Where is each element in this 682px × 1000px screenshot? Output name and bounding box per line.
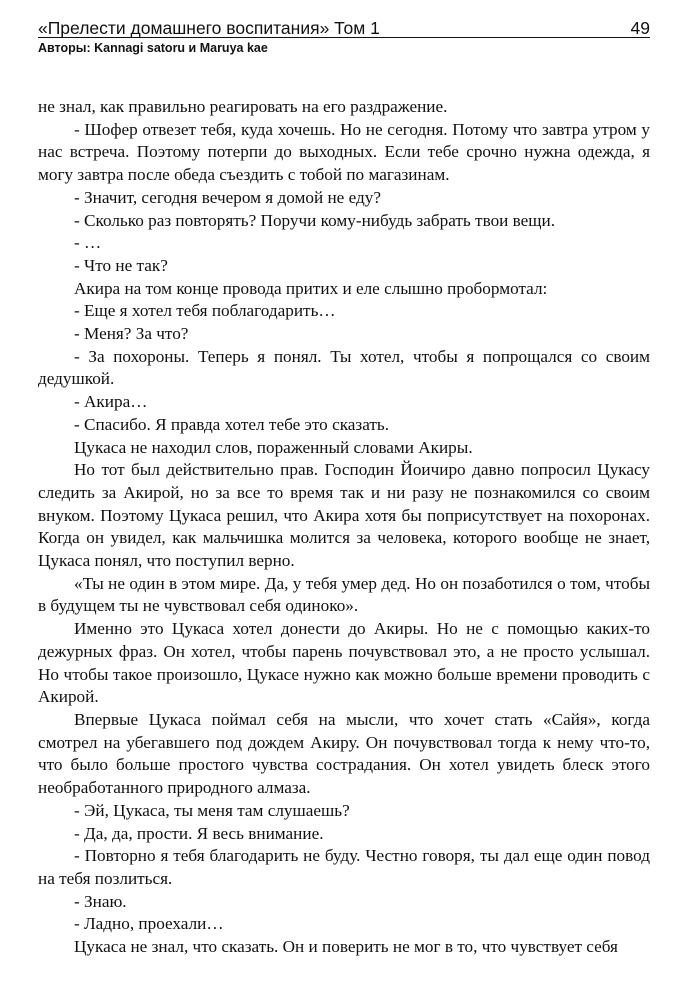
paragraph: - Значит, сегодня вечером я домой не еду? xyxy=(74,187,381,207)
paragraph: - … xyxy=(74,233,102,253)
paragraph: Но тот был действительно прав. Господин Йоичиро давно попросил Цукасу следить за Акирой, но за все то время так и ни разу не познакомился со своим внуком. Поэтому Цукаса решил, что Акира хотя бы поприсутствует на похоронах. Когда он увидел, как мальчишка молится за человека, которого вообще не знает, Цукаса понял, что поступил верно. xyxy=(38,460,650,571)
paragraph: - Еще я хотел тебя поблагодарить… xyxy=(74,301,336,321)
paragraph: Цукаса не знал, что сказать. Он и поверить не мог в то, что чувствует себя xyxy=(74,937,618,957)
authors-line: Авторы: Kannagi satoru и Maruya kae xyxy=(38,41,268,55)
paragraph: Акира на том конце провода притих и еле слышно пробормотал: xyxy=(74,278,548,298)
paragraph: - Повторно я тебя благодарить не буду. Честно говоря, ты дал еще один повод на тебя позлиться. xyxy=(38,846,650,888)
paragraph: - Эй, Цукаса, ты меня там слушаешь? xyxy=(74,800,350,820)
paragraph: Впервые Цукаса поймал себя на мысли, что хочет стать «Сайя», когда смотрел на убегавшего под дождем Акиру. Он почувствовал тогда к нему что-то, что было больше простого чувства сострадания. Он хотел увидеть блеск этого необработанного природного алмаза. xyxy=(38,709,650,798)
paragraph: - Сколько раз повторять? Поручи кому-нибудь забрать твои вещи. xyxy=(74,210,556,230)
paragraph: «Ты не один в этом мире. Да, у тебя умер дед. Но он позаботился о том, чтобы в будущем ты не чувствовал себя одиноко». xyxy=(38,573,650,616)
paragraph: - Спасибо. Я правда хотел тебе это сказать. xyxy=(74,414,390,434)
paragraph: не знал, как правильно реагировать на его раздражение. xyxy=(38,97,448,116)
body-text xyxy=(38,96,650,959)
paragraph: - Шофер отвезет тебя, куда хочешь. Но не сегодня. Потому что завтра утром у нас встреча. Поэтому потерпи до выходных. Если тебе срочно нужна одежда, я могу завтра после обеда съездить с тобой по магазинам. xyxy=(38,119,650,185)
paragraph: - Акира… xyxy=(74,392,148,412)
header-rule xyxy=(38,37,650,38)
paragraph: - Ладно, проехали… xyxy=(74,914,224,934)
paragraph: Именно это Цукаса хотел донести до Акиры. Но не с помощью каких-то дежурных фраз. Он хотел, чтобы парень почувствовал это, а не просто услышал. Но чтобы такое произошло, Цукасе нужно как можно больше времени проводить с Акирой. xyxy=(38,619,650,707)
paragraph: - За похороны. Теперь я понял. Ты хотел, чтобы я попрощался со своим дедушкой. xyxy=(38,346,650,389)
paragraph: - Что не так? xyxy=(74,255,168,275)
page-header xyxy=(38,18,650,56)
paragraph: - Меня? За что? xyxy=(74,324,189,344)
paragraph: - Знаю. xyxy=(74,891,127,911)
paragraph: Цукаса не находил слов, пораженный словами Акиры. xyxy=(74,437,473,457)
paragraph: - Да, да, прости. Я весь внимание. xyxy=(74,823,324,843)
book-title: «Прелести домашнего воспитания» Том 1 xyxy=(38,18,380,38)
page-number: 49 xyxy=(630,18,650,38)
